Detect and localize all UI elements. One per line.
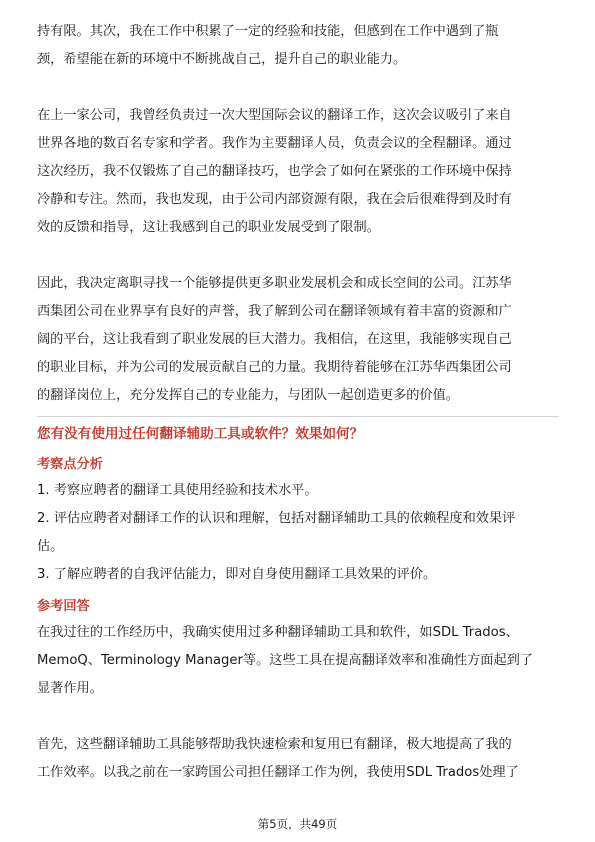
text-line: 世界各地的数百名专家和学者。我作为主要翻译人员，负责会议的全程翻译。通过 bbox=[37, 136, 512, 151]
text-line: 的职业目标，并为公司的发展贡献自己的力量。我期待着能够在江苏华西集团公司 bbox=[37, 360, 512, 375]
answer-label: 参考回答 bbox=[37, 599, 90, 614]
list-item: 估。 bbox=[37, 539, 64, 554]
analysis-list bbox=[37, 477, 559, 589]
list-item: 3. 了解应聘者的自我评估能力，即对自身使用翻译工具效果的评价。 bbox=[37, 567, 437, 582]
text-line: 因此，我决定离职寻找一个能够提供更多职业发展机会和成长空间的公司。江苏华 bbox=[37, 276, 512, 291]
list-item: 2. 评估应聘者对翻译工作的认识和理解，包括对翻译辅助工具的依赖程度和效果评 bbox=[37, 511, 516, 526]
text-line: 持有限。其次，我在工作中积累了一定的经验和技能，但感到在工作中遇到了瓶 bbox=[37, 24, 499, 39]
page-number: 第5页，共49页 bbox=[257, 817, 338, 831]
experience-paragraph bbox=[37, 102, 559, 242]
text-line: 这次经历，我不仅锻炼了自己的翻译技巧，也学会了如何在紧张的工作环境中保持 bbox=[37, 164, 512, 179]
text-line: 工作效率。以我之前在一家跨国公司担任翻译工作为例，我使用SDL Trados处理了 bbox=[37, 765, 519, 780]
intro-paragraph bbox=[37, 18, 559, 74]
text-line: MemoQ、Terminology Manager等。这些工具在提高翻译效率和准确性方面起到了 bbox=[37, 653, 534, 668]
text-line: 颈，希望能在新的环境中不断挑战自己，提升自己的职业能力。 bbox=[37, 52, 407, 67]
answer-paragraph-1 bbox=[37, 619, 559, 703]
text-line: 在上一家公司，我曾经负责过一次大型国际会议的翻译工作，这次会议吸引了来自 bbox=[37, 108, 512, 123]
document-content bbox=[37, 18, 559, 787]
text-line: 首先，这些翻译辅助工具能够帮助我快速检索和复用已有翻译，极大地提高了我的 bbox=[37, 737, 512, 752]
text-line: 阔的平台，这让我看到了职业发展的巨大潜力。我相信，在这里，我能够实现自己 bbox=[37, 332, 512, 347]
text-line: 在我过往的工作经历中，我确实使用过多种翻译辅助工具和软件，如SDL Trados、 bbox=[37, 625, 519, 640]
text-line: 冷静和专注。然而，我也发现，由于公司内部资源有限，我在会后很难得到及时有 bbox=[37, 192, 512, 207]
text-line: 的翻译岗位上，充分发挥自己的专业能力，与团队一起创造更多的价值。 bbox=[37, 388, 459, 403]
text-line: 西集团公司在业界享有良好的声誉，我了解到公司在翻译领域有着丰富的资源和广 bbox=[37, 304, 512, 319]
answer-paragraph-2 bbox=[37, 731, 559, 787]
list-item: 1. 考察应聘者的翻译工具使用经验和技术水平。 bbox=[37, 483, 318, 498]
section-divider bbox=[37, 416, 559, 417]
text-line: 显著作用。 bbox=[37, 681, 103, 696]
decision-paragraph bbox=[37, 270, 559, 410]
question-heading: 您有没有使用过任何翻译辅助工具或软件？效果如何？ bbox=[37, 426, 364, 442]
text-line: 效的反馈和指导，这让我感到自己的职业发展受到了限制。 bbox=[37, 220, 380, 235]
analysis-label: 考察点分析 bbox=[37, 457, 103, 472]
